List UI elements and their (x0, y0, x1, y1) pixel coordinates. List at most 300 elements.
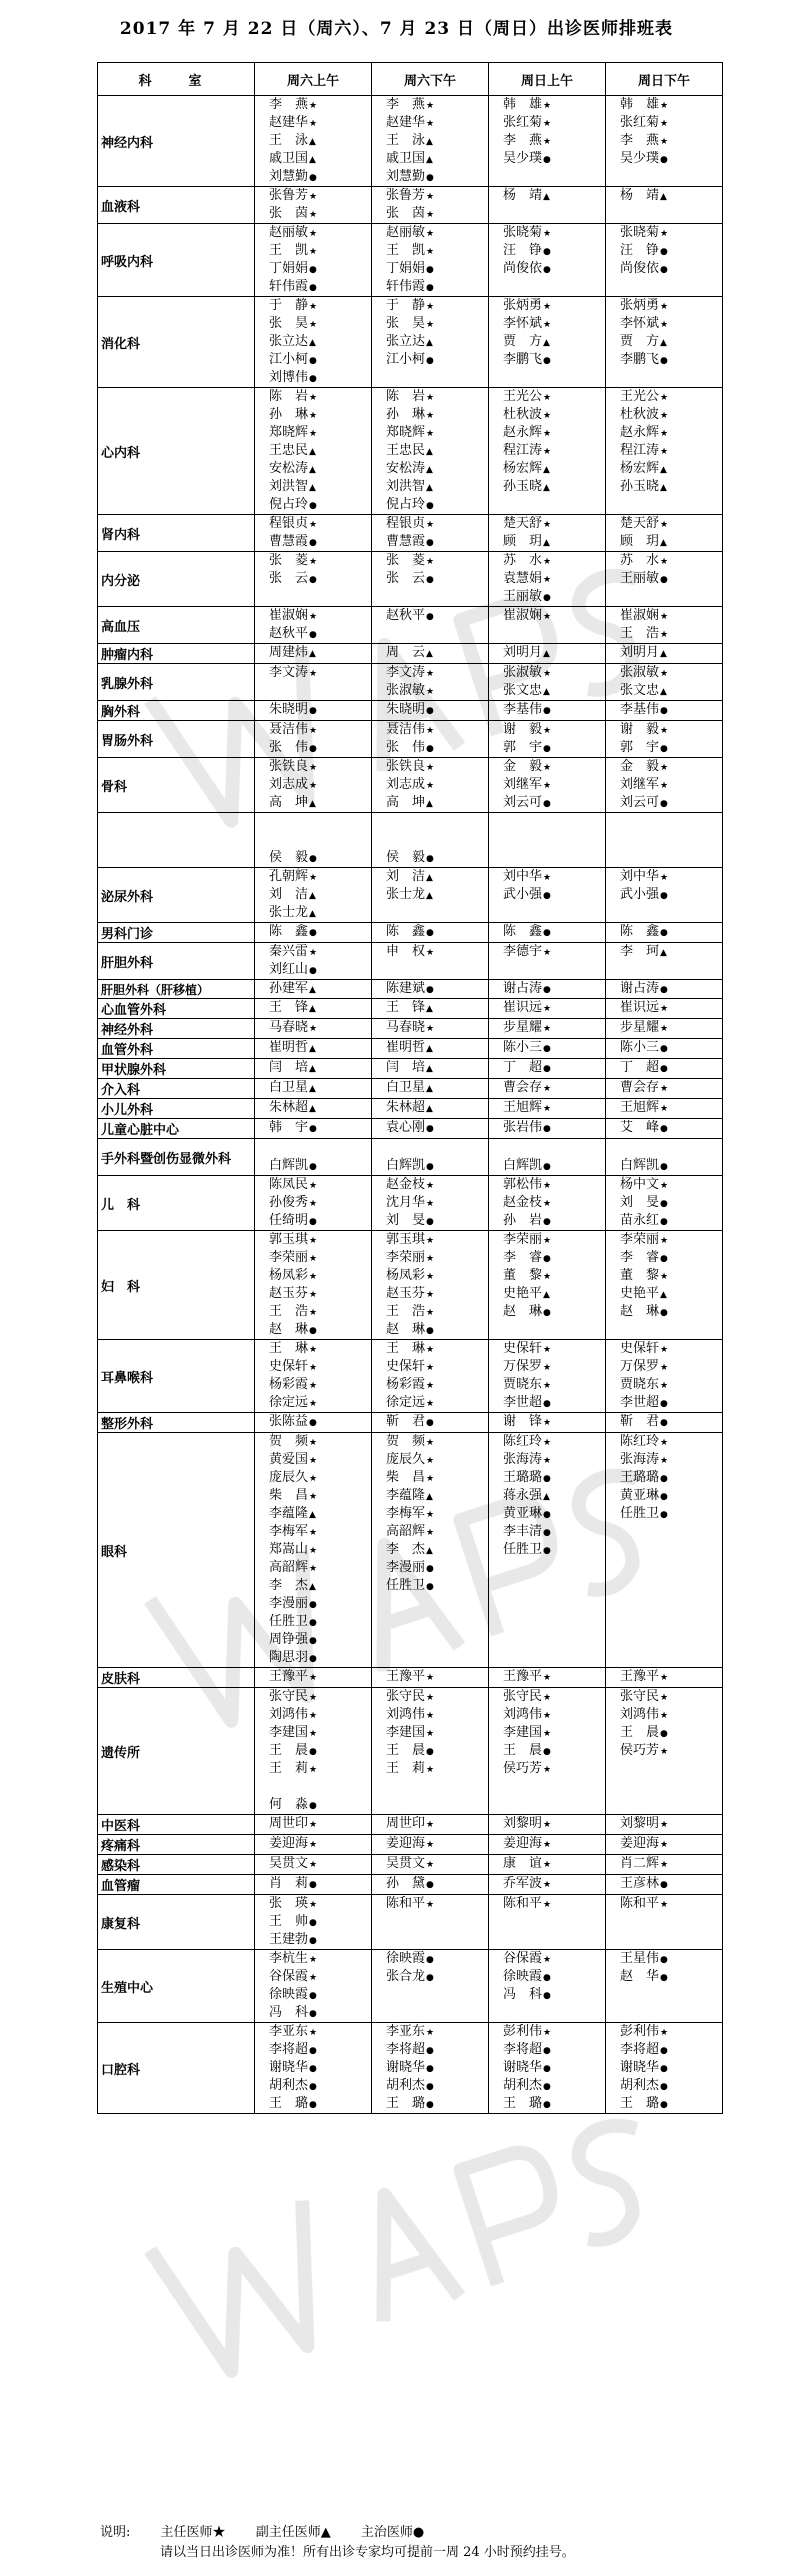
doctor-entry (255, 1760, 371, 1778)
doctor-entry (489, 478, 605, 496)
doctor-name: 任绮明 (269, 1213, 309, 1228)
title-marker-icon: ▲ (426, 1104, 433, 1114)
title-marker-icon: ★ (660, 763, 669, 773)
doctor-entry (489, 1451, 605, 1469)
department-cell: 血管外科 (98, 1039, 255, 1059)
title-marker-icon: ▲ (426, 873, 433, 883)
doctor-entry (372, 132, 488, 150)
table-row (98, 224, 723, 297)
title-marker-icon: ★ (660, 1747, 669, 1757)
doctor-name: 戚卫国 (386, 151, 426, 166)
doctor-entry (372, 1433, 488, 1451)
doctor-entry (255, 2059, 371, 2077)
doctor-name: 王 璐 (269, 2096, 309, 2111)
title-marker-icon: ● (426, 928, 434, 938)
department-cell: 泌尿外科 (98, 868, 255, 923)
doctor-name: 任胜卫 (269, 1614, 309, 1629)
title-marker-icon: ● (426, 1124, 434, 1134)
title-marker-icon: ● (660, 1254, 668, 1264)
title-marker-icon: ● (660, 1064, 668, 1074)
doctor-name: 安松涛 (269, 461, 309, 476)
doctor-name: 王彦林 (620, 1876, 660, 1891)
title-marker-icon: ★ (543, 1840, 552, 1850)
schedule-cell-sun-pm (606, 1668, 723, 1688)
title-marker-icon: ★ (309, 612, 318, 622)
department-cell (98, 813, 255, 868)
doctor-entry (489, 2077, 605, 2095)
doctor-name: 郑晓辉 (269, 425, 309, 440)
schedule-cell-sat-pm (372, 721, 489, 758)
doctor-name: 李基伟 (503, 702, 543, 717)
doctor-entry (606, 794, 722, 812)
doctor-name: 张 茵 (386, 206, 426, 221)
doctor-entry (372, 1019, 488, 1037)
doctor-entry (606, 187, 722, 205)
doctor-name: 董 黎 (620, 1268, 660, 1283)
title-marker-icon: ▲ (426, 1492, 433, 1502)
department-cell: 遗传所 (98, 1688, 255, 1815)
doctor-entry (372, 1523, 488, 1541)
title-marker-icon: ● (309, 1217, 317, 1227)
doctor-entry (372, 1303, 488, 1321)
schedule-cell-sun-am (489, 664, 606, 701)
title-marker-icon: ▲ (543, 649, 550, 659)
title-marker-icon: ● (660, 1880, 668, 1890)
title-marker-icon: ★ (660, 302, 669, 312)
doctor-entry (255, 1505, 371, 1523)
doctor-name: 杨凤彩 (269, 1268, 309, 1283)
doctor-name: 王 莉 (269, 1761, 309, 1776)
doctor-entry (372, 739, 488, 757)
legend-label: 说明: (100, 2525, 131, 2540)
doctor-name: 陈建斌 (386, 981, 426, 996)
title-marker-icon: ● (543, 928, 551, 938)
doctor-entry (255, 132, 371, 150)
doctor-name: 孙 琳 (269, 407, 309, 422)
doctor-name: 王 凯 (269, 243, 309, 258)
doctor-entry (489, 1668, 605, 1686)
doctor-name: 杨彩霞 (269, 1377, 309, 1392)
schedule-cell-sat-pm (372, 1895, 489, 1950)
title-marker-icon: ▲ (426, 483, 433, 493)
department-cell: 乳腺外科 (98, 664, 255, 701)
title-marker-icon: ● (426, 1217, 434, 1227)
doctor-entry (606, 242, 722, 260)
title-marker-icon: ★ (543, 1765, 552, 1775)
schedule-cell-sun-pm (606, 1950, 723, 2023)
doctor-entry (489, 1212, 605, 1230)
title-marker-icon: ★ (426, 1528, 435, 1538)
title-marker-icon: ★ (309, 247, 318, 257)
doctor-entry (606, 1340, 722, 1358)
doctor-entry (606, 351, 722, 369)
doctor-entry (606, 114, 722, 132)
title-marker-icon: ● (660, 985, 668, 995)
schedule-cell-sun-pm (606, 923, 723, 943)
title-marker-icon: ▲ (543, 1290, 550, 1300)
title-marker-icon: ● (543, 891, 551, 901)
schedule-table (97, 62, 723, 2114)
doctor-entry (606, 2023, 722, 2041)
title-marker-icon: ★ (426, 1181, 435, 1191)
doctor-name: 孙建军 (269, 981, 309, 996)
doctor-name: 周世印 (386, 1816, 426, 1831)
doctor-entry (372, 1099, 488, 1117)
schedule-cell-sun-am (489, 758, 606, 813)
title-marker-icon: ▲ (660, 338, 667, 348)
title-marker-icon: ● (543, 1973, 551, 1983)
doctor-entry (372, 1968, 488, 1986)
title-marker-icon: ● (309, 501, 317, 511)
doctor-name: 王星伟 (620, 1951, 660, 1966)
doctor-name: 苏 水 (620, 553, 660, 568)
department-cell: 介入科 (98, 1079, 255, 1099)
doctor-entry (255, 478, 371, 496)
doctor-entry (372, 406, 488, 424)
doctor-name: 李漫丽 (269, 1596, 309, 1611)
schedule-cell-sat-am (255, 1855, 372, 1875)
doctor-name: 董 黎 (503, 1268, 543, 1283)
watermark-logo-icon (150, 2095, 669, 2383)
title-marker-icon: ★ (543, 1381, 552, 1391)
doctor-name: 王豫平 (620, 1669, 660, 1684)
doctor-name: 闫 培 (269, 1060, 309, 1075)
title-marker-icon: ★ (543, 1860, 552, 1870)
doctor-entry (255, 260, 371, 278)
table-row (98, 923, 723, 943)
doctor-entry (255, 1631, 371, 1649)
doctor-entry (372, 1285, 488, 1303)
doctor-name: 侯巧芳 (620, 1743, 660, 1758)
department-cell: 皮肤科 (98, 1668, 255, 1688)
doctor-entry (372, 388, 488, 406)
table-row (98, 943, 723, 980)
doctor-name: 郑晓辉 (386, 425, 426, 440)
title-marker-icon: ● (426, 706, 434, 716)
doctor-entry (255, 150, 371, 168)
title-marker-icon: ★ (543, 229, 552, 239)
doctor-entry (606, 923, 722, 941)
doctor-name: 丁 超 (503, 1060, 543, 1075)
title-marker-icon: ★ (309, 1290, 318, 1300)
title-marker-icon: ● (543, 1991, 551, 2001)
doctor-name: 张士龙 (269, 905, 309, 920)
title-marker-icon: ● (660, 2100, 668, 2110)
title-marker-icon: ★ (543, 557, 552, 567)
title-marker-icon: ● (543, 1124, 551, 1134)
doctor-name: 郭玉琪 (269, 1232, 309, 1247)
doctor-name: 崔明哲 (386, 1040, 426, 1055)
title-marker-icon: ★ (426, 1308, 435, 1318)
schedule-cell-sat-am (255, 664, 372, 701)
doctor-name: 李荣丽 (620, 1232, 660, 1247)
department-cell: 神经内科 (98, 96, 255, 187)
blank-line (489, 813, 605, 831)
title-marker-icon: ● (660, 891, 668, 901)
doctor-name: 王丽敏 (620, 571, 660, 586)
schedule-cell-sat-am (255, 388, 372, 515)
title-marker-icon: ★ (543, 520, 552, 530)
doctor-name: 尚俊依 (503, 261, 543, 276)
title-marker-icon: ● (426, 612, 434, 622)
schedule-cell-sat-pm (372, 388, 489, 515)
title-marker-icon: ★ (309, 1820, 318, 1830)
doctor-entry (489, 1194, 605, 1212)
schedule-cell-sun-pm (606, 1099, 723, 1119)
doctor-name: 张合龙 (386, 1969, 426, 1984)
schedule-cell-sun-am (489, 1079, 606, 1099)
title-marker-icon: ● (309, 1654, 317, 1664)
doctor-name: 马春晓 (269, 1020, 309, 1035)
doctor-name: 袁慧娟 (503, 571, 543, 586)
doctor-entry (372, 533, 488, 551)
doctor-entry (489, 1099, 605, 1117)
doctor-entry (372, 980, 488, 998)
doctor-entry (489, 1285, 605, 1303)
doctor-name: 朱晓明 (269, 702, 309, 717)
doctor-entry (489, 1079, 605, 1097)
doctor-name: 丁娟娟 (386, 261, 426, 276)
doctor-name: 王 帅 (269, 1914, 309, 1929)
title-marker-icon: ▲ (309, 483, 316, 493)
title-marker-icon: ★ (543, 1820, 552, 1830)
table-row (98, 1950, 723, 2023)
doctor-name: 周世印 (269, 1816, 309, 1831)
doctor-entry (255, 1212, 371, 1230)
title-marker-icon: ● (660, 744, 668, 754)
doctor-entry (372, 1194, 488, 1212)
title-marker-icon: ● (660, 575, 668, 585)
title-marker-icon: ★ (426, 1399, 435, 1409)
schedule-cell-sun-pm (606, 758, 723, 813)
doctor-name: 陈小三 (620, 1040, 660, 1055)
schedule-cell-sun-am (489, 297, 606, 388)
title-marker-icon: ▲ (543, 483, 550, 493)
title-marker-icon: ● (426, 1326, 434, 1336)
title-marker-icon: ▲ (543, 192, 550, 202)
doctor-entry (489, 1895, 605, 1913)
doctor-entry (372, 1340, 488, 1358)
table-row (98, 1340, 723, 1413)
title-marker-icon: ● (426, 2100, 434, 2110)
doctor-entry (489, 150, 605, 168)
title-marker-icon: ● (309, 1636, 317, 1646)
schedule-cell-sun-pm (606, 701, 723, 721)
schedule-cell-sat-am (255, 297, 372, 388)
title-marker-icon: ★ (309, 1345, 318, 1355)
doctor-name: 赵玉芬 (269, 1286, 309, 1301)
schedule-cell-sun-pm (606, 1019, 723, 1039)
department-cell: 口腔科 (98, 2023, 255, 2114)
doctor-entry (255, 1835, 371, 1853)
doctor-name: 蒋永强 (503, 1488, 543, 1503)
title-marker-icon: ★ (309, 948, 318, 958)
schedule-cell-sat-pm (372, 1950, 489, 2023)
doctor-entry (606, 1815, 722, 1833)
doctor-entry (606, 1231, 722, 1249)
title-marker-icon: ▲ (309, 1510, 316, 1520)
title-marker-icon: ★ (426, 1199, 435, 1209)
doctor-name: 张 茵 (269, 206, 309, 221)
doctor-name: 陈红玲 (503, 1434, 543, 1449)
title-marker-icon: ▲ (309, 137, 316, 147)
title-marker-icon: ★ (660, 781, 669, 791)
doctor-name: 侯 毅 (386, 850, 426, 865)
doctor-name: 庞辰久 (386, 1452, 426, 1467)
table-row (98, 701, 723, 721)
table-row (98, 1433, 723, 1668)
schedule-cell-sun-am (489, 999, 606, 1019)
doctor-name: 沈月华 (386, 1195, 426, 1210)
doctor-entry (255, 1019, 371, 1037)
title-marker-icon: ▲ (660, 687, 667, 697)
title-marker-icon: ★ (660, 1104, 669, 1114)
doctor-entry (372, 1835, 488, 1853)
schedule-cell-sun-pm (606, 187, 723, 224)
doctor-name: 冯 科 (503, 1987, 543, 2002)
title-marker-icon: ● (309, 1801, 317, 1811)
doctor-name: 任胜卫 (503, 1542, 543, 1557)
doctor-name: 孙 岩 (503, 1213, 543, 1228)
title-marker-icon: ● (309, 854, 317, 864)
doctor-entry (255, 2095, 371, 2113)
doctor-name: 谷保霞 (269, 1969, 309, 1984)
schedule-cell-sun-pm (606, 721, 723, 758)
doctor-entry (489, 1157, 605, 1175)
doctor-name: 程江涛 (620, 443, 660, 458)
doctor-entry (489, 664, 605, 682)
doctor-name: 刘 旻 (620, 1195, 660, 1210)
doctor-name: 汪 铮 (620, 243, 660, 258)
doctor-name: 徐定远 (269, 1395, 309, 1410)
doctor-name: 张文忠 (620, 683, 660, 698)
title-marker-icon: ★ (660, 1860, 669, 1870)
title-marker-icon: ★ (309, 873, 318, 883)
doctor-name: 程江涛 (503, 443, 543, 458)
doctor-entry (489, 1505, 605, 1523)
doctor-name: 马春晓 (386, 1020, 426, 1035)
doctor-entry (489, 1394, 605, 1412)
title-marker-icon: ● (660, 155, 668, 165)
doctor-entry (372, 849, 488, 867)
doctor-name: 崔识远 (620, 1000, 660, 1015)
doctor-name: 崔明哲 (269, 1040, 309, 1055)
doctor-name: 张 菱 (386, 553, 426, 568)
title-marker-icon: ● (543, 1546, 551, 1556)
schedule-cell-sun-am (489, 552, 606, 607)
doctor-entry (606, 96, 722, 114)
title-marker-icon: ★ (543, 1955, 552, 1965)
doctor-name: 贾 方 (503, 334, 543, 349)
title-marker-icon: ● (309, 575, 317, 585)
schedule-cell-sat-am (255, 1099, 372, 1119)
doctor-name: 孙 黛 (386, 1876, 426, 1891)
doctor-entry (489, 1249, 605, 1267)
schedule-cell-sat-am (255, 1059, 372, 1079)
doctor-name: 郭 宇 (503, 740, 543, 755)
doctor-name: 王璐璐 (503, 1470, 543, 1485)
doctor-entry (489, 776, 605, 794)
doctor-entry (489, 406, 605, 424)
doctor-name: 谢占涛 (620, 981, 660, 996)
title-marker-icon: ★ (309, 1363, 318, 1373)
department-cell: 妇 科 (98, 1231, 255, 1340)
doctor-name: 张 菱 (269, 553, 309, 568)
doctor-entry (255, 999, 371, 1017)
doctor-entry (255, 369, 371, 387)
doctor-name: 赵 琳 (503, 1304, 543, 1319)
doctor-entry (372, 1249, 488, 1267)
doctor-name: 刘云可 (620, 795, 660, 810)
title-marker-icon: ▲ (543, 338, 550, 348)
doctor-entry (606, 868, 722, 886)
header-sun-am: 周日上午 (489, 63, 606, 96)
title-marker-icon: ● (426, 2064, 434, 2074)
schedule-cell-sat-am (255, 2023, 372, 2114)
doctor-name: 倪占玲 (386, 497, 426, 512)
doctor-name: 李 燕 (503, 133, 543, 148)
doctor-entry (372, 1487, 488, 1505)
title-marker-icon: ★ (543, 1418, 552, 1428)
doctor-name: 刘云可 (503, 795, 543, 810)
title-marker-icon: ● (660, 1199, 668, 1209)
doctor-name: 李蕴隆 (269, 1506, 309, 1521)
doctor-name: 陈 鑫 (503, 924, 543, 939)
schedule-cell-sat-pm (372, 1875, 489, 1895)
doctor-entry (255, 187, 371, 205)
doctor-entry (606, 1706, 722, 1724)
doctor-entry (255, 1321, 371, 1339)
title-marker-icon: ▲ (309, 1044, 316, 1054)
doctor-name: 吴少璞 (620, 151, 660, 166)
doctor-entry (255, 1303, 371, 1321)
doctor-entry (255, 1433, 371, 1451)
doctor-entry (489, 721, 605, 739)
doctor-entry (489, 1231, 605, 1249)
doctor-entry (489, 1760, 605, 1778)
schedule-cell-sat-am (255, 1835, 372, 1855)
doctor-name: 史保轩 (386, 1359, 426, 1374)
doctor-entry (372, 1267, 488, 1285)
doctor-entry (372, 1706, 488, 1724)
title-marker-icon: ▲ (426, 137, 433, 147)
header-sat-pm: 周六下午 (372, 63, 489, 96)
doctor-name: 贾 方 (620, 334, 660, 349)
doctor-name: 姜迎海 (269, 1836, 309, 1851)
title-marker-icon: ★ (309, 1860, 318, 1870)
schedule-cell-sun-am (489, 1950, 606, 2023)
doctor-name: 胡利杰 (620, 2078, 660, 2093)
doctor-entry (255, 1815, 371, 1833)
doctor-entry (255, 1358, 371, 1376)
schedule-cell-sat-am (255, 1139, 372, 1176)
doctor-name: 张守民 (269, 1689, 309, 1704)
title-marker-icon: ★ (309, 1399, 318, 1409)
table-row (98, 607, 723, 644)
doctor-entry (606, 570, 722, 588)
doctor-name: 张鲁芳 (269, 188, 309, 203)
doctor-name: 轩伟霞 (386, 279, 426, 294)
doctor-entry (255, 664, 371, 682)
title-marker-icon: ★ (426, 781, 435, 791)
department-cell: 骨科 (98, 758, 255, 813)
doctor-name: 张 瑛 (269, 1896, 309, 1911)
doctor-name: 陈 鑫 (386, 924, 426, 939)
title-marker-icon: ★ (543, 1456, 552, 1466)
doctor-entry (606, 1267, 722, 1285)
title-marker-icon: ★ (660, 669, 669, 679)
title-marker-icon: ★ (309, 1024, 318, 1034)
